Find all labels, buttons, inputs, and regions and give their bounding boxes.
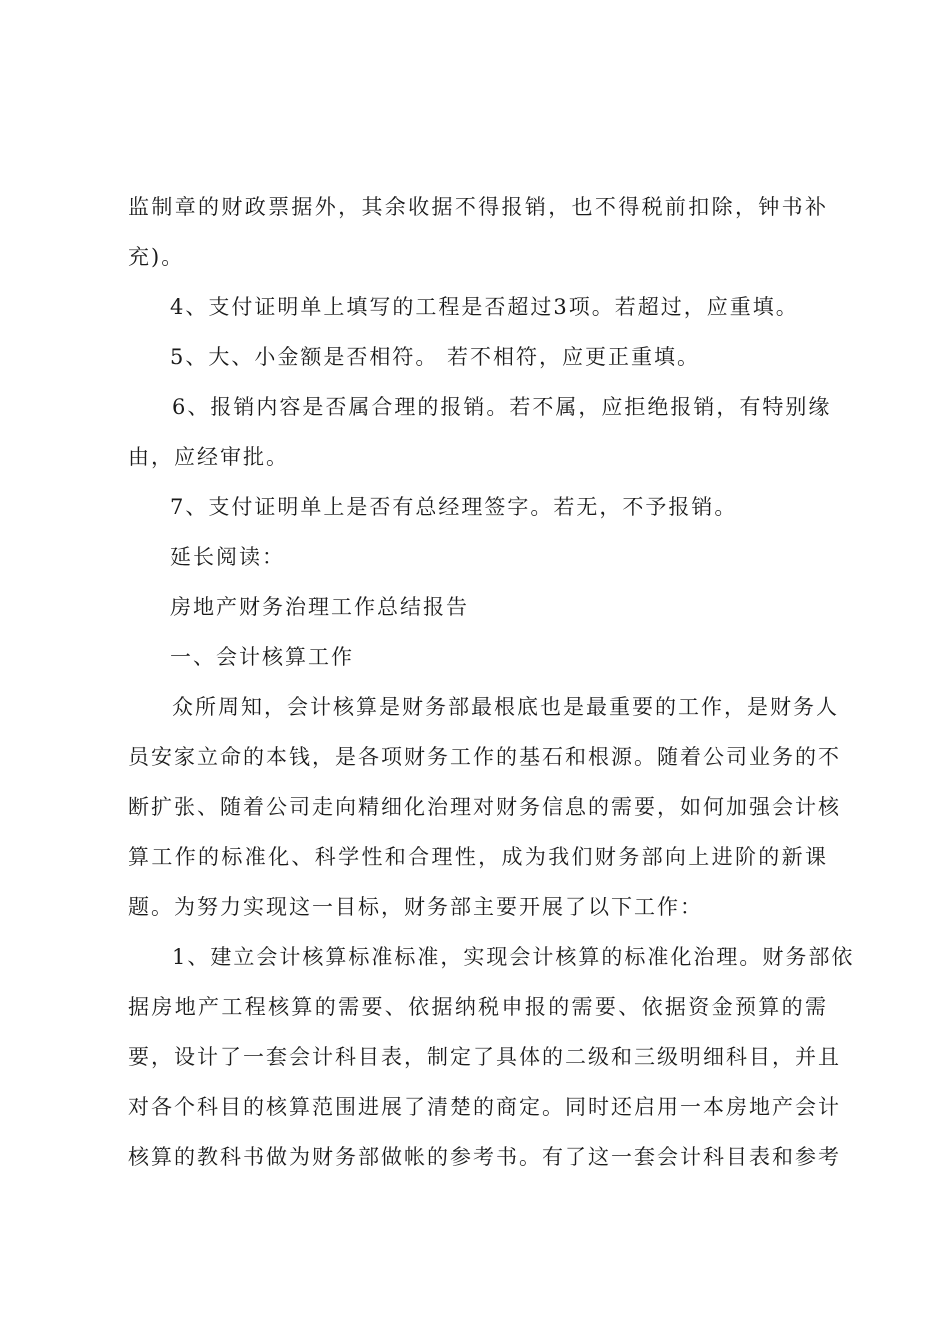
text-line: 由，应经审批。 (128, 445, 289, 469)
text-line: 监制章的财政票据外，其余收据不得报销，也不得税前扣除，钟书补 (128, 195, 828, 219)
text-line: 据房地产工程核算的需要、依据纳税申报的需要、依据资金预算的需 (128, 995, 828, 1019)
text-line: 要，设计了一套会计科目表，制定了具体的二级和三级明细科目，并且 (128, 1045, 841, 1069)
text-line: 1、建立会计核算标准标准，实现会计核算的标准化治理。财务部依 (172, 945, 855, 969)
text-line: 算工作的标准化、科学性和合理性，成为我们财务部向上进阶的新课 (128, 845, 828, 869)
text-line: 员安家立命的本钱，是各项财务工作的基石和根源。随着公司业务的不 (128, 745, 841, 769)
text-line: 7、支付证明单上是否有总经理签字。若无，不予报销。 (170, 495, 738, 519)
text-line: 题。为努力实现这一目标，财务部主要开展了以下工作： (128, 895, 703, 919)
text-line: 6、报销内容是否属合理的报销。若不属，应拒绝报销，有特别缘 (172, 395, 832, 419)
text-line: 核算的教科书做为财务部做帐的参考书。有了这一套会计科目表和参考 (128, 1145, 841, 1169)
text-line: 4、支付证明单上填写的工程是否超过3项。若超过，应重填。 (170, 295, 799, 319)
text-line: 5、大、小金额是否相符。 若不相符，应更正重填。 (170, 345, 701, 369)
text-line: 一、会计核算工作 (170, 645, 354, 669)
text-line: 众所周知，会计核算是财务部最根底也是最重要的工作，是财务人 (172, 695, 839, 719)
text-line: 房地产财务治理工作总结报告 (170, 595, 469, 619)
text-line: 对各个科目的核算范围进展了清楚的商定。同时还启用一本房地产会计 (128, 1095, 841, 1119)
text-line: 延长阅读： (170, 545, 285, 569)
text-line: 断扩张、随着公司走向精细化治理对财务信息的需要，如何加强会计核 (128, 795, 841, 819)
text-line: 充)。 (128, 245, 185, 269)
